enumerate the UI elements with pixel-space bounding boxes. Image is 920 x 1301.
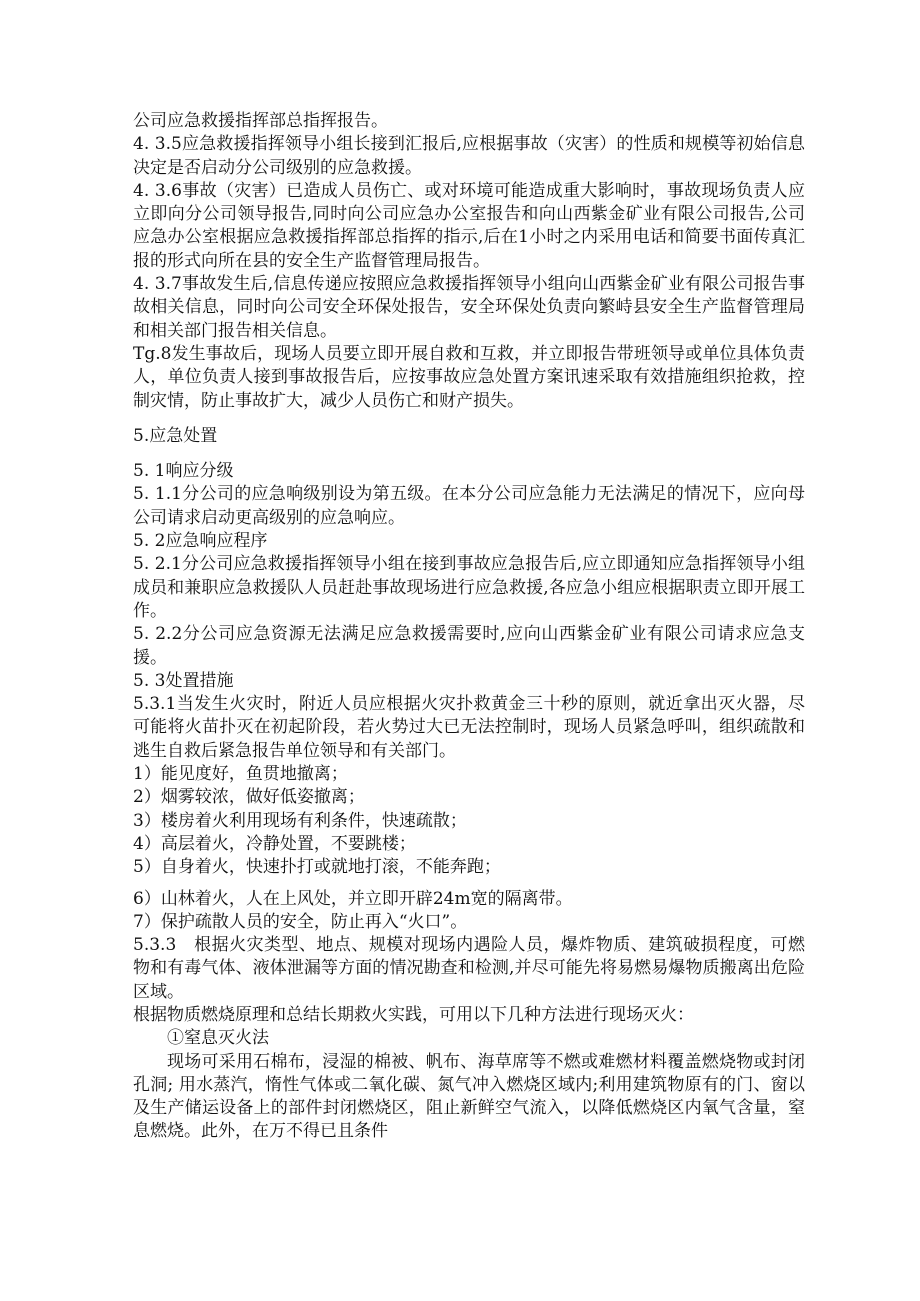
list-item-2: 2）烟雾较浓，做好低姿撤离； [133, 787, 365, 808]
paragraph-extinguish-methods: 根据物质燃烧原理和总结长期救火实践，可用以下几种方法进行现场灭火： [133, 1004, 694, 1025]
heading-5-1: 5. 1响应分级 [133, 461, 234, 482]
paragraph-4-3-5: 4. 3.5应急救援指挥领导小组长接到汇报后,应根据事故（灾害）的性质和规模等初始信息决定是否启动分公司级别的应急救援。 [133, 134, 805, 178]
spacer [133, 880, 805, 888]
heading-5-2: 5. 2应急响应程序 [133, 531, 268, 552]
paragraph-5-3-3: 5.3.3 根据火灾类型、地点、规模对现场内遇险人员，爆炸物质、建筑破损程度，可燃物和有毒气体、液体泄漏等方面的情况勘查和检测,并尽可能先将易燃易爆物质搬离出危险区域。 [133, 935, 805, 1002]
heading-suffocation-method: ①窒息灭火法 [167, 1028, 269, 1049]
paragraph-suffocation-method: 现场可采用石棉布，浸湿的棉被、帆布、海草席等不燃或难燃材料覆盖燃烧物或封闭孔洞; 用水蒸汽，惰性气体或二氧化碳、氮气冲入燃烧区域内;利用建筑物原有的门、窗以及生产储运设备上的部件封闭燃烧区，阻止新鲜空气流入，以降低燃烧区内氧气含量，窒息燃烧。此外，在万不得已且条件 [133, 1051, 805, 1142]
paragraph-5-1-1: 5. 1.1分公司的应急响级别设为第五级。在本分公司应急能力无法满足的情况下，应向母公司请求启动更高级别的应急响应。 [133, 484, 805, 528]
heading-5-3: 5. 3处置措施 [133, 670, 234, 691]
list-item-3: 3）楼房着火利用现场有利条件，快速疏散； [133, 810, 467, 831]
paragraph-5-3-1: 5.3.1当发生火灾时，附近人员应根据火灾扑救黄金三十秒的原则，就近拿出灭火器，尽可能将火苗扑灭在初起阶段，若火势过大已无法控制时，现场人员紧急呼叫，组织疏散和逃生自救后紧急报告单位领导和有关部门。 [133, 694, 805, 761]
paragraph-4-3-8: Tg.8发生事故后，现场人员要立即开展自救和互救，并立即报告带班领导或单位具体负责人，单位负责人接到事故报告后，应按事故应急处置方案讯速采取有效措施组织抢救，控制灾情，防止事故扩大，减少人员伤亡和财产损失。 [133, 343, 805, 411]
spacer [133, 448, 805, 460]
list-item-5: 5）自身着火，快速扑打或就地打滚，不能奔跑； [133, 857, 501, 878]
paragraph-5-2-2: 5. 2.2分公司应急资源无法满足应急救援需要时,应向山西紫金矿业有限公司请求应急支援。 [133, 624, 805, 668]
list-item-4: 4）高层着火，冷静处置，不要跳楼； [133, 833, 416, 854]
paragraph-report-continuation: 公司应急救援指挥部总指挥报告。 [133, 111, 388, 131]
spacer [133, 413, 805, 425]
paragraph-4-3-6: 4. 3.6事故（灾害）已造成人员伤亡、或对环境可能造成重大影响时，事故现场负责人应立即向分公司领导报告,同时向公司应急办公室报告和向山西紫金矿业有限公司报告,公司应急办公室根据应急救援指挥部总指挥的指示,后在1小时之内采用电话和简要书面传真汇报的形式向所在县的安全生产监督管理局报告。 [133, 180, 805, 271]
list-item-1: 1）能见度好，鱼贯地撤离； [133, 764, 348, 785]
list-item-7: 7）保护疏散人员的安全，防止再入“火口”。 [133, 911, 468, 932]
document-body [133, 110, 805, 1144]
heading-5-emergency-response: 5.应急处置 [133, 425, 218, 446]
paragraph-5-2-1: 5. 2.1分公司应急救援指挥领导小组在接到事故应急报告后,应立即通知应急指挥领导小组成员和兼职应急救援队人员赶赴事故现场进行应急救援,各应急小组应根据职责立即开展工作。 [133, 554, 805, 621]
list-item-6: 6）山林着火，人在上风处，并立即开辟24m宽的隔离带。 [133, 888, 573, 909]
paragraph-4-3-7: 4. 3.7事故发生后,信息传递应按照应急救援指挥领导小组向山西紫金矿业有限公司报告事故相关信息，同时向公司安全环保处报告，安全环保处负责向繁峙县安全生产监督管理局和相关部门报告相关信息。 [133, 274, 805, 341]
